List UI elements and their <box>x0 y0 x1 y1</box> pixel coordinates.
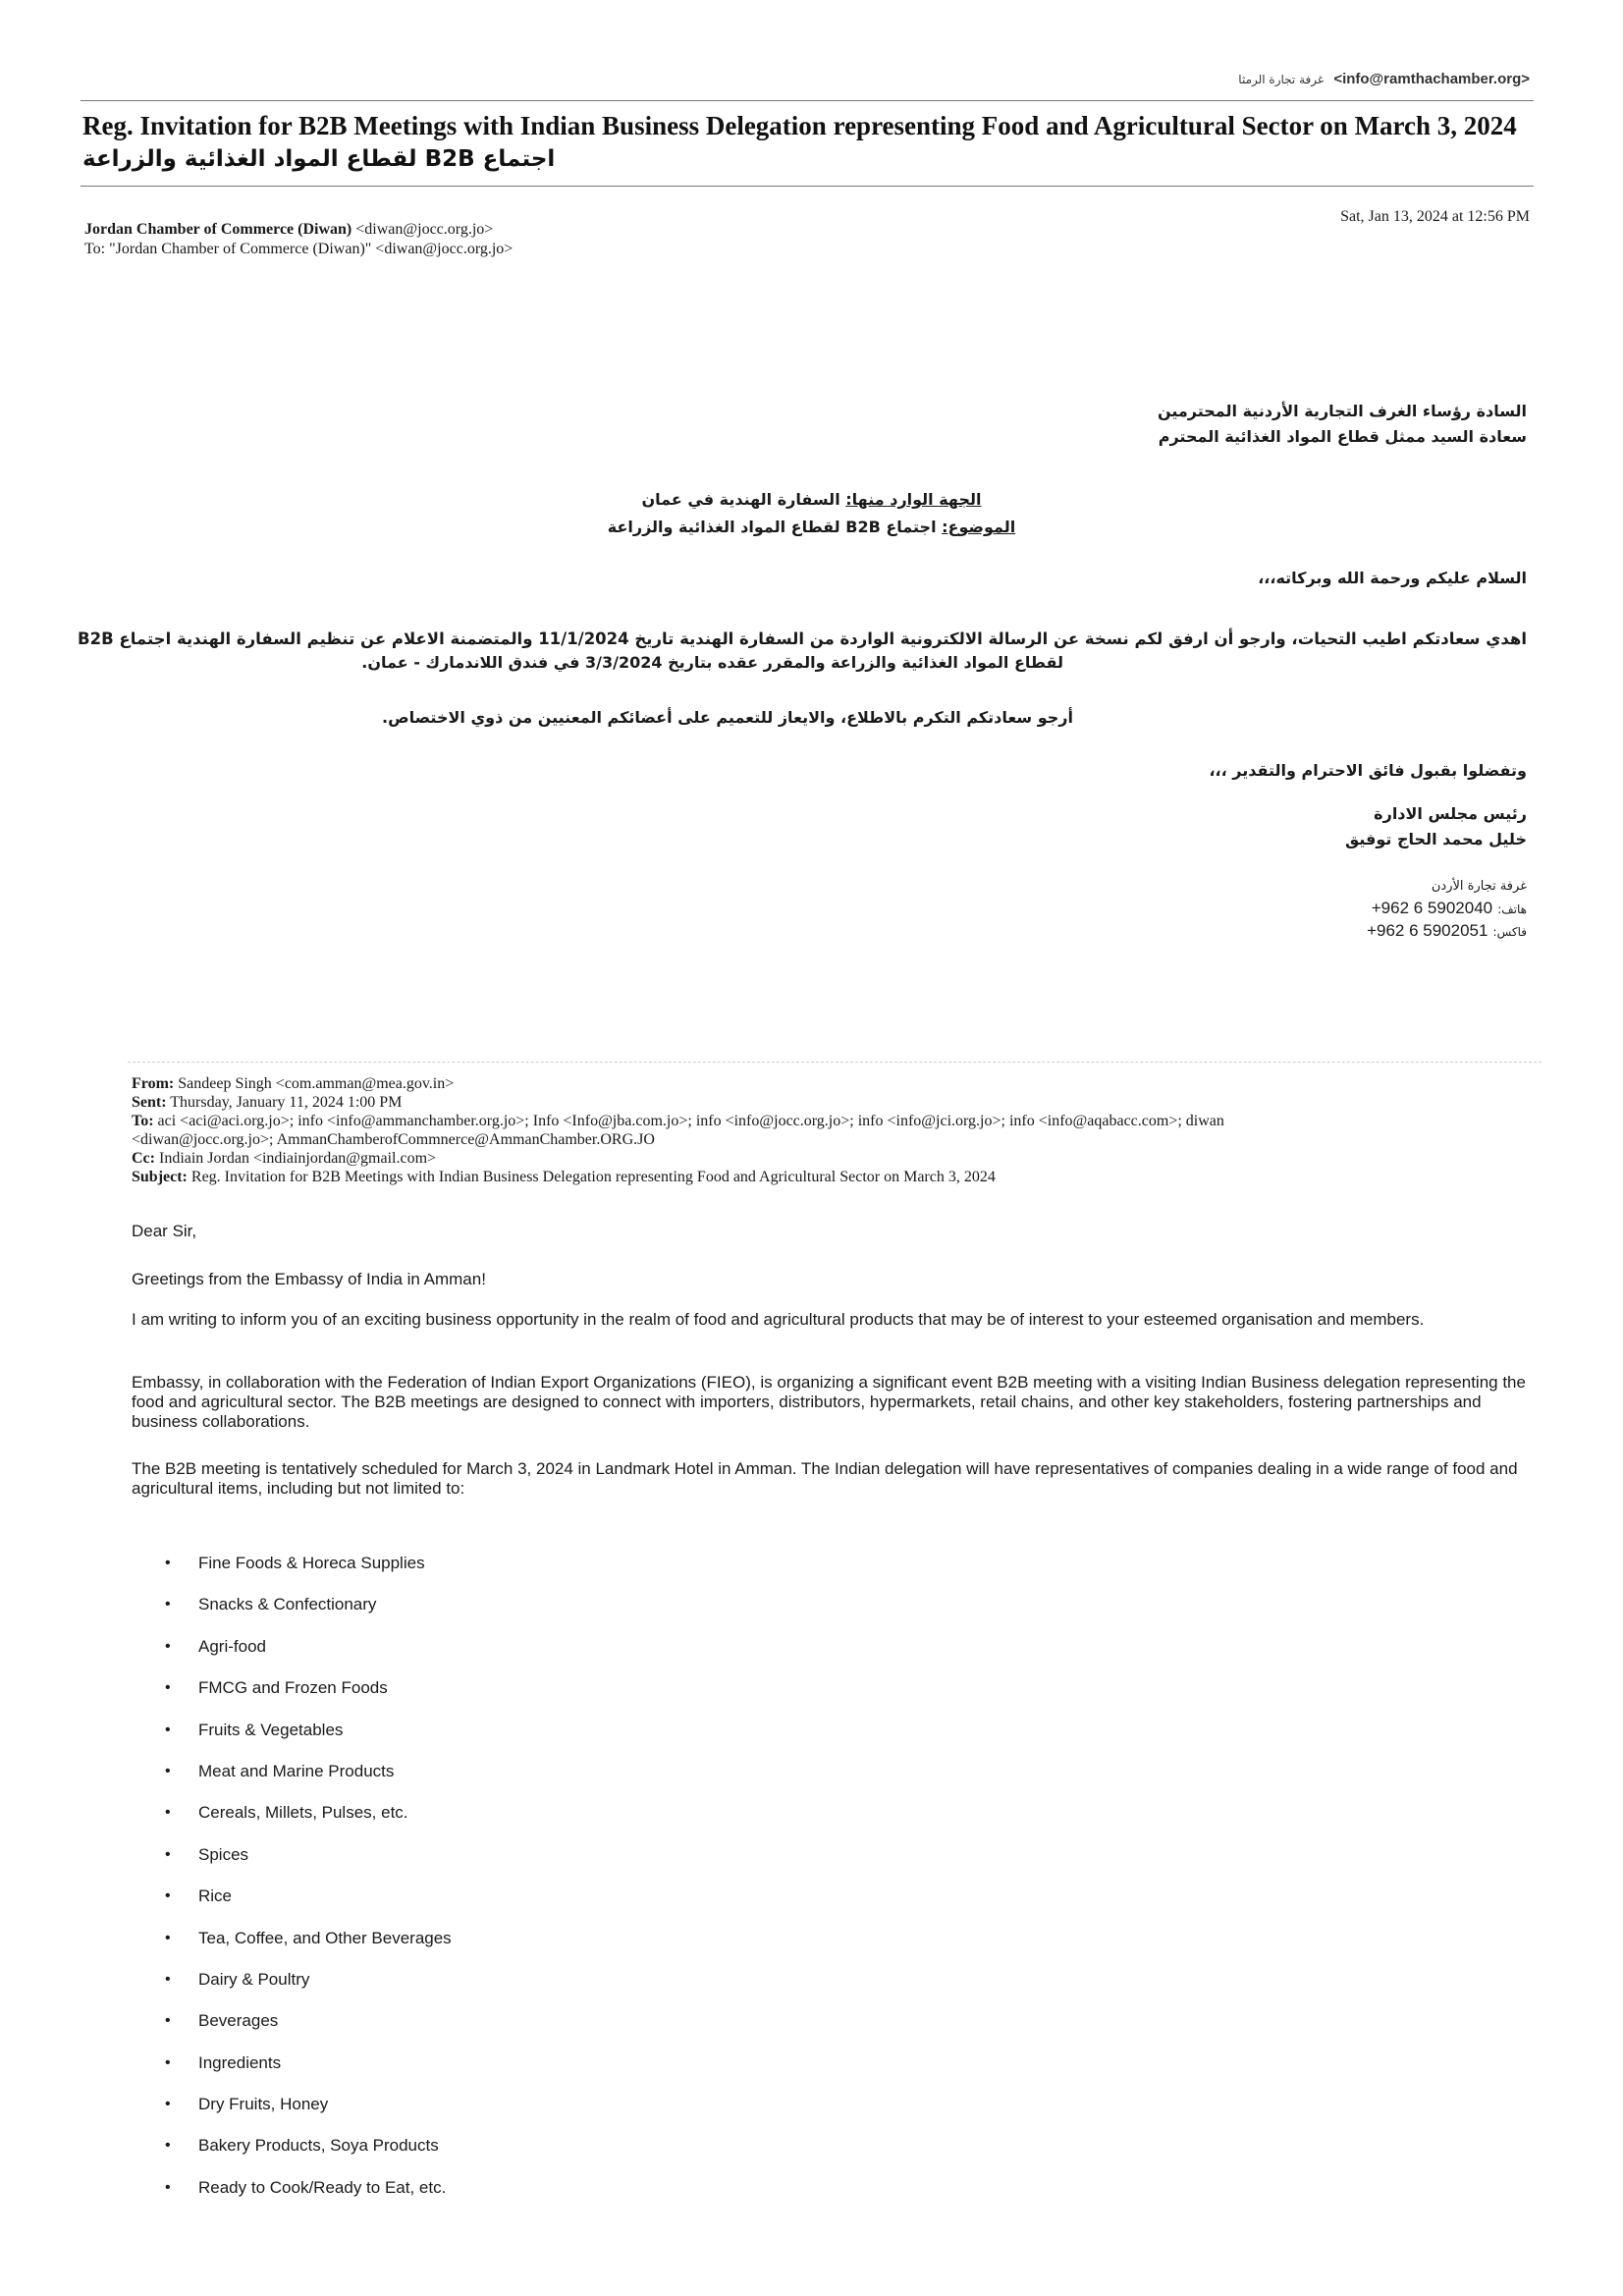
list-item: • Dry Fruits, Honey <box>165 2095 452 2136</box>
fwd-from-value: Sandeep Singh <com.amman@mea.gov.in> <box>178 1075 455 1092</box>
letter-closing: وتفضلوا بقبول فائق الاحترام والتقدير ،،، <box>1209 761 1527 780</box>
top-sender-name: غرفة تجارة الرمثا <box>1238 73 1325 86</box>
list-item: • Spices <box>165 1845 452 1886</box>
list-item: • Dairy & Poultry <box>165 1970 452 2011</box>
list-item: • Rice <box>165 1886 452 1928</box>
email-to-line: To: "Jordan Chamber of Commerce (Diwan)" <diwan@jocc.org.jo> <box>84 241 514 257</box>
list-item: • Beverages <box>165 2011 452 2052</box>
email-subject-ar: لقطاع المواد الغذائية والزراعة B2B اجتماع <box>82 146 556 172</box>
subject-divider <box>81 186 1534 187</box>
letter-sign-title: رئيس مجلس الادارة <box>1374 804 1527 823</box>
forward-divider <box>128 1062 1542 1063</box>
list-item: • Fruits & Vegetables <box>165 1721 452 1762</box>
forwarded-headers <box>132 1074 1545 1186</box>
list-item: • FMCG and Frozen Foods <box>165 1678 452 1720</box>
fwd-subject-value: Reg. Invitation for B2B Meetings with Indian Business Delegation representing Food and Agricultural Sector on March 3, 2024 <box>190 1169 996 1185</box>
fax-label: فاكس: <box>1492 925 1527 939</box>
list-item: • Agri-food <box>165 1637 452 1678</box>
list-item: • Meat and Marine Products <box>165 1762 452 1803</box>
fwd-to-label: To: <box>132 1113 154 1129</box>
letter-para1-line2: لقطاع المواد الغذائية والزراعة والمقرر عقده بتاريخ 3/3/2024 في فندق اللاندمارك - عمان. <box>361 653 1063 672</box>
email-from-address: <diwan@jocc.org.jo> <box>355 221 494 238</box>
fwd-cc-label: Cc: <box>132 1150 155 1167</box>
body-greeting: Greetings from the Embassy of India in Amman! <box>132 1270 486 1288</box>
fwd-sent-value: Thursday, January 11, 2024 1:00 PM <box>170 1094 403 1111</box>
letter-fax-line <box>74 920 1527 943</box>
letter-phone-line <box>74 898 1527 920</box>
letter-source-label: الجهة الوارد منها: <box>845 490 982 509</box>
letter-subject-line <box>0 517 1623 538</box>
email-subject-en: Reg. Invitation for B2B Meetings with Indian Business Delegation representing Food and Agricultural Sector on March 3, 2024 <box>82 111 1517 140</box>
fwd-to-value-2: <diwan@jocc.org.jo>; AmmanChamberofCommnerce@AmmanChamber.ORG.JO <box>132 1131 655 1148</box>
list-item: • Ready to Cook/Ready to Eat, etc. <box>165 2178 452 2219</box>
list-item: • Ingredients <box>165 2053 452 2095</box>
letter-source-line <box>0 489 1623 511</box>
body-para2: Embassy, in collaboration with the Federation of Indian Export Organizations (FIEO), is organizing a significant event B2B meeting with a visiting Indian Business delegation representing the food and agricultural sector. The B2B meetings are designed to connect with importers, distributors, hypermarkets, retail chains, and other key stakeholders, fostering partnerships and business collaborations. <box>132 1373 1526 1431</box>
phone-number: +962 6 5902040 <box>1371 899 1493 917</box>
letter-addressee-2: سعادة السيد ممثل قطاع المواد الغذائية المحترم <box>1158 427 1527 446</box>
top-sender <box>1238 71 1530 87</box>
list-item: • Fine Foods & Horeca Supplies <box>165 1554 452 1595</box>
body-para3: The B2B meeting is tentatively scheduled for March 3, 2024 in Landmark Hotel in Amman. The Indian delegation will have representatives of companies dealing in a wide range of food and agricultural items, including but not limited to: <box>132 1459 1518 1498</box>
product-list <box>165 1554 452 2219</box>
fwd-sent-label: Sent: <box>132 1094 167 1111</box>
fwd-cc-value: Indiain Jordan <indiainjordan@gmail.com> <box>158 1150 437 1167</box>
letter-source-value: السفارة الهندية في عمان <box>641 490 840 509</box>
letter-greeting: السلام عليكم ورحمة الله وبركاته،،، <box>1258 569 1527 587</box>
list-item: • Cereals, Millets, Pulses, etc. <box>165 1803 452 1844</box>
email-subject <box>82 110 1536 175</box>
fwd-to-value-1: aci <aci@aci.org.jo>; info <info@ammanchamber.org.jo>; Info <Info@jba.com.jo>; info <info@jocc.org.jo>; info <info@jci.org.jo>; info <info@aqabacc.com>; diwan <box>157 1113 1224 1129</box>
letter-addressee-1: السادة رؤساء الغرف التجارية الأردنية المحترمين <box>1157 402 1527 420</box>
list-item: • Bakery Products, Soya Products <box>165 2136 452 2177</box>
body-para1: I am writing to inform you of an exciting business opportunity in the realm of food and agricultural products that may be of interest to your esteemed organisation and members. <box>132 1310 1425 1329</box>
phone-label: هاتف: <box>1497 902 1527 916</box>
email-from-name: Jordan Chamber of Commerce (Diwan) <box>84 221 352 238</box>
list-item: • Snacks & Confectionary <box>165 1595 452 1636</box>
fax-number: +962 6 5902051 <box>1367 921 1488 940</box>
letter-sign-name: خليل محمد الحاج توفيق <box>1344 830 1527 848</box>
email-date: Sat, Jan 13, 2024 at 12:56 PM <box>1340 208 1530 225</box>
letter-org: غرفة تجارة الأردن <box>1431 879 1527 894</box>
letter-para1-line1: اهدي سعادتكم اطيب التحيات، وارجو أن ارفق لكم نسخة عن الرسالة الالكترونية الواردة من السفارة الهندية تاريخ 11/1/2024 والمتضمنة الاعلام عن تنظيم السفارة الهندية اجتماع B2B <box>78 629 1527 648</box>
header-divider <box>81 100 1534 101</box>
fwd-from-label: From: <box>132 1075 175 1092</box>
letter-subject-label: الموضوع: <box>942 518 1016 536</box>
letter-para2: أرجو سعادتكم التكرم بالاطلاع، والايعاز للتعميم على أعضائكم المعنيين من ذوي الاختصاص. <box>382 708 1073 727</box>
list-item: • Tea, Coffee, and Other Beverages <box>165 1929 452 1970</box>
email-header <box>84 220 513 259</box>
top-sender-email: <info@ramthachamber.org> <box>1333 71 1530 87</box>
body-salutation: Dear Sir, <box>132 1222 197 1240</box>
fwd-subject-label: Subject: <box>132 1169 188 1185</box>
letter-subject-value: اجتماع B2B لقطاع المواد الغذائية والزراعة <box>607 518 937 536</box>
